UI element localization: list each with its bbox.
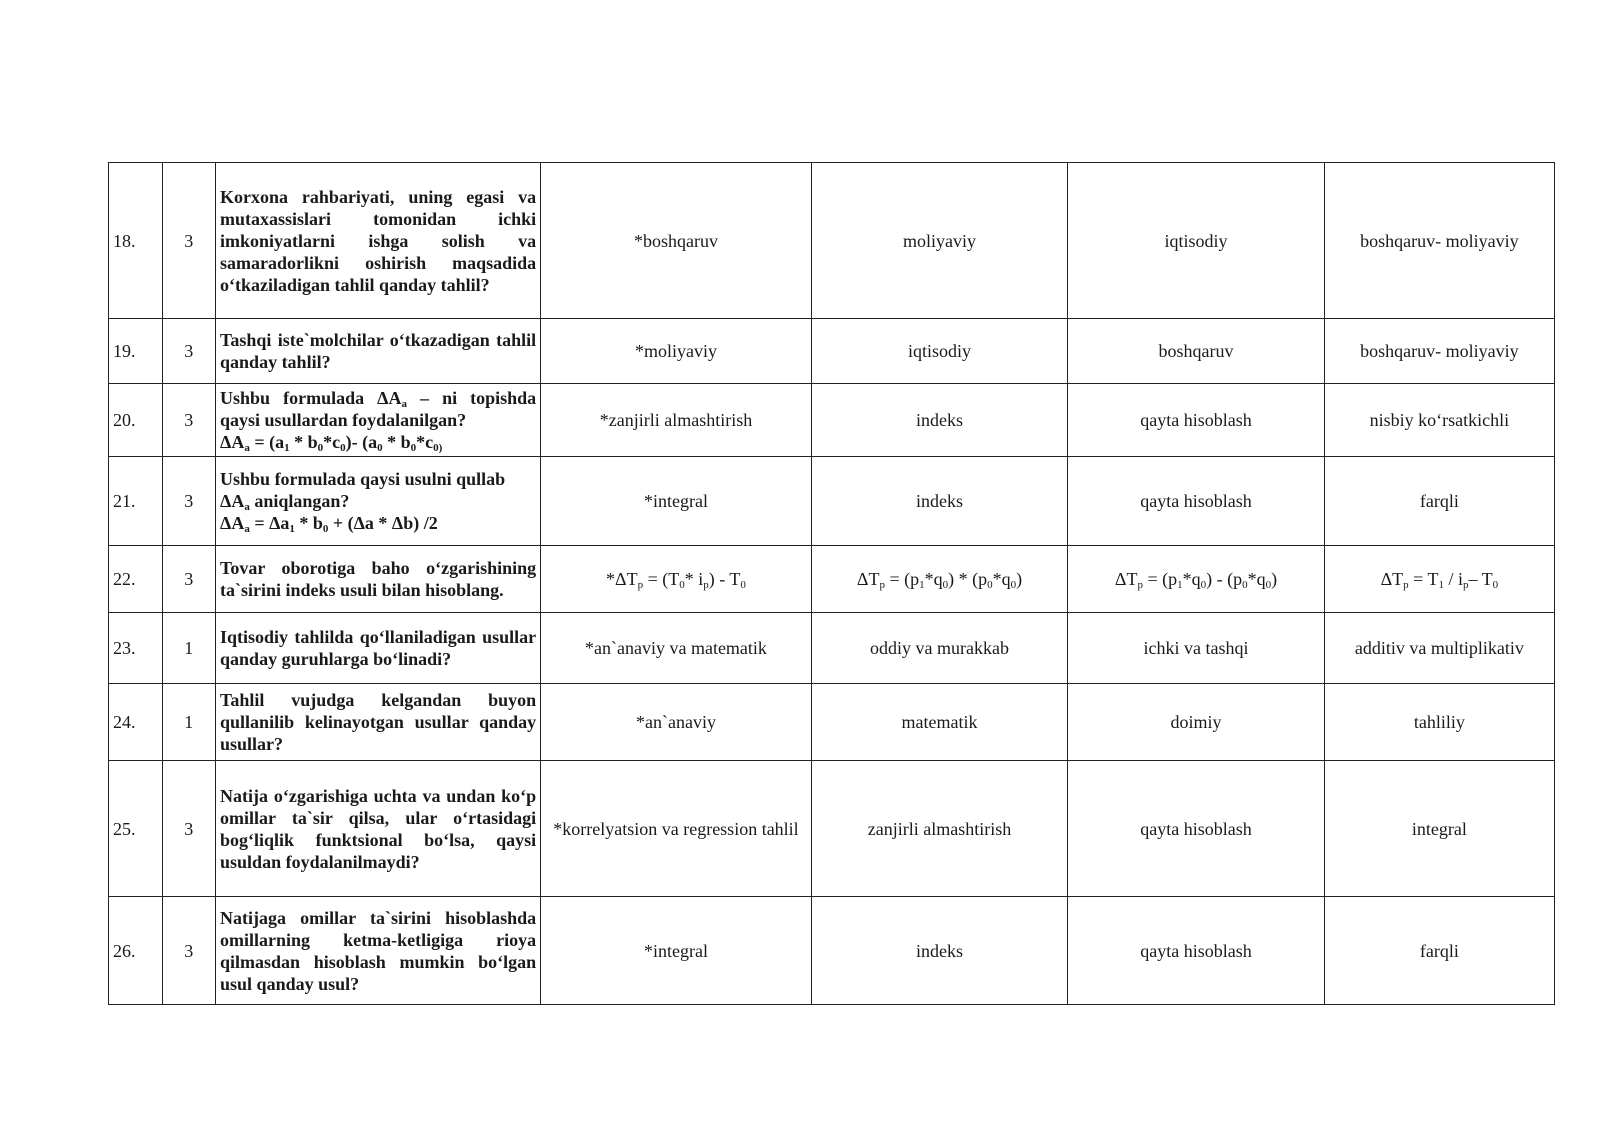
answer-option: iqtisodiy — [1068, 163, 1324, 319]
correct-answer: *an`anaviy — [541, 684, 812, 761]
difficulty-level: 3 — [162, 897, 216, 1005]
table-row — [109, 761, 1555, 897]
question-number: 22. — [109, 546, 163, 613]
difficulty-level: 1 — [162, 613, 216, 684]
answer-option: qayta hisoblash — [1068, 761, 1324, 897]
question-number: 23. — [109, 613, 163, 684]
table-row — [109, 546, 1555, 613]
question-text: Tashqi iste`molchilar o‘tkazadigan tahlil qanday tahlil? — [216, 319, 541, 384]
table-row — [109, 457, 1555, 546]
answer-option: nisbiy ko‘rsatkichli — [1324, 384, 1554, 457]
correct-answer: *zanjirli almashtirish — [541, 384, 812, 457]
question-number: 21. — [109, 457, 163, 546]
formula: $\Delta A_a = \Delta a_1 * b_0 + (\Delta a * \Delta b)$ /2 — [220, 513, 438, 535]
question-text: Ushbu formulada $\Delta A_a$ – ni topishda qaysi usullardan foydalanilgan? $\Delta A_a = (a_1 * b_0*c_0)-$ ($a_0 * b_0*c_{0)}$ — [216, 384, 541, 457]
question-number: 25. — [109, 761, 163, 897]
question-text: Ushbu formulada qaysi usulni qullab $\Delta A_a$ aniqlangan? $\Delta A_a = \Delta a_1 * b_0 + (\Delta a * \Delta b)$ /2 — [216, 457, 541, 546]
difficulty-level: 3 — [162, 546, 216, 613]
test-questions-table — [108, 162, 1555, 1005]
difficulty-level: 3 — [162, 761, 216, 897]
difficulty-level: 3 — [162, 457, 216, 546]
answer-option: qayta hisoblash — [1068, 897, 1324, 1005]
answer-option: tahliliy — [1324, 684, 1554, 761]
answer-option: zanjirli almashtirish — [811, 761, 1067, 897]
table-row — [109, 384, 1555, 457]
answer-option: matematik — [811, 684, 1067, 761]
answer-option: boshqaruv- moliyaviy — [1324, 319, 1554, 384]
difficulty-level: 3 — [162, 384, 216, 457]
question-text: Tovar oborotiga baho o‘zgarishining ta`sirini indeks usuli bilan hisoblang. — [216, 546, 541, 613]
answer-option: $\Delta T_p = (p_1*q_0) * (p_0*q_0)$ — [811, 546, 1067, 613]
question-text: Iqtisodiy tahlilda qo‘llaniladigan usullar qanday guruhlarga bo‘linadi? — [216, 613, 541, 684]
table-row — [109, 613, 1555, 684]
answer-option: boshqaruv — [1068, 319, 1324, 384]
answer-option: indeks — [811, 897, 1067, 1005]
answer-option: boshqaruv- moliyaviy — [1324, 163, 1554, 319]
correct-answer: $*\Delta T_p = (T_0*$ $i_p) - T_0$ — [541, 546, 812, 613]
question-number: 19. — [109, 319, 163, 384]
question-number: 18. — [109, 163, 163, 319]
answer-option: additiv va multiplikativ — [1324, 613, 1554, 684]
answer-option: qayta hisoblash — [1068, 384, 1324, 457]
difficulty-level: 1 — [162, 684, 216, 761]
table-row — [109, 897, 1555, 1005]
formula: $\Delta A_a = (a_1 * b_0*c_0)-$ ($a_0 * b_0*c_{0)}$ — [220, 432, 443, 454]
answer-option: iqtisodiy — [811, 319, 1067, 384]
difficulty-level: 3 — [162, 163, 216, 319]
answer-option: ichki va tashqi — [1068, 613, 1324, 684]
answer-option: farqli — [1324, 897, 1554, 1005]
question-text: Tahlil vujudga kelgandan buyon qullanilib kelinayotgan usullar qanday usullar? — [216, 684, 541, 761]
correct-answer: *boshqaruv — [541, 163, 812, 319]
answer-option: $\Delta T_p = (p_1*q_0) - (p_0*q_0)$ — [1068, 546, 1324, 613]
correct-answer: *korrelyatsion va regression tahlil — [541, 761, 812, 897]
question-text: Natijaga omillar ta`sirini hisoblashda omillarning ketma-ketligiga rioya qilmasdan hisoblash mumkin bo‘lgan usul qanday usul? — [216, 897, 541, 1005]
question-number: 24. — [109, 684, 163, 761]
correct-answer: *integral — [541, 457, 812, 546]
table-row — [109, 684, 1555, 761]
correct-answer: *integral — [541, 897, 812, 1005]
question-text: Natija o‘zgarishiga uchta va undan ko‘p omillar ta`sir qilsa, ular o‘rtasidagi bog‘liqlik funktsional bo‘lsa, qaysi usuldan foydalanilmaydi? — [216, 761, 541, 897]
answer-option: moliyaviy — [811, 163, 1067, 319]
table-row — [109, 319, 1555, 384]
correct-answer: *moliyaviy — [541, 319, 812, 384]
answer-option: farqli — [1324, 457, 1554, 546]
answer-option: indeks — [811, 457, 1067, 546]
answer-option: oddiy va murakkab — [811, 613, 1067, 684]
answer-option: integral — [1324, 761, 1554, 897]
answer-option: $\Delta T_p = T_1 / i_p-$ $T_0$ — [1324, 546, 1554, 613]
question-number: 26. — [109, 897, 163, 1005]
answer-option: qayta hisoblash — [1068, 457, 1324, 546]
question-text: Korxona rahbariyati, uning egasi va mutaxassislari tomonidan ichki imkoniyatlarni ishga solish va samaradorlikni oshirish maqsadida o‘tkaziladigan tahlil qanday tahlil? — [216, 163, 541, 319]
question-number: 20. — [109, 384, 163, 457]
difficulty-level: 3 — [162, 319, 216, 384]
answer-option: indeks — [811, 384, 1067, 457]
correct-answer: *an`anaviy va matematik — [541, 613, 812, 684]
answer-option: doimiy — [1068, 684, 1324, 761]
table-row — [109, 163, 1555, 319]
